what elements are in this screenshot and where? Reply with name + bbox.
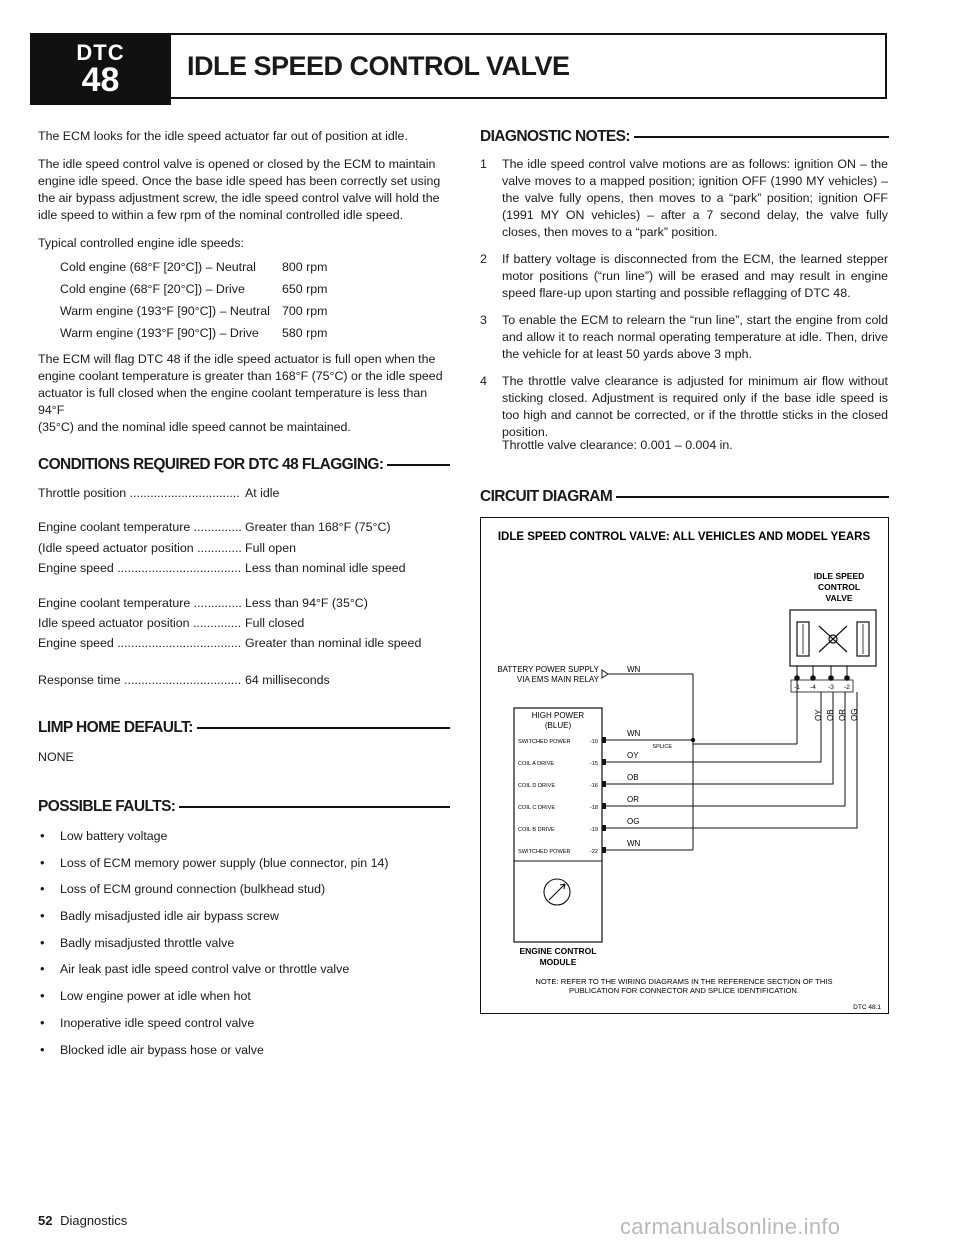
- heading-rule: [616, 496, 889, 498]
- text-line: idle speed to within a few rpm of the nominal controlled idle speed.: [38, 208, 404, 222]
- idle-speed-label: Warm engine (193°F [90°C]) – Drive: [60, 326, 259, 340]
- heading-rule: [634, 136, 889, 138]
- note-text: To enable the ECM to relearn the “run line”, start the engine from cold and allow it to reach normal operating temperature at idle. Then, drive the vehicle for at least 50 yards above 3 mph.: [502, 313, 888, 361]
- condition-value: 64 milliseconds: [245, 673, 330, 687]
- condition-value: Greater than 168°F (75°C): [245, 520, 391, 534]
- circuit-diagram-svg: [481, 518, 888, 1013]
- dtc-badge: [30, 33, 171, 105]
- pin-number: -19: [589, 827, 598, 833]
- throttle-clearance: Throttle valve clearance: 0.001 – 0.004 in.: [502, 438, 733, 452]
- idle-speed-value: 650 rpm: [282, 282, 328, 296]
- limp-home-heading-text: LIMP HOME DEFAULT:: [38, 719, 193, 736]
- faults-list: [38, 829, 450, 1069]
- pin-name: COIL C DRIVE: [518, 805, 556, 811]
- condition-label: Engine speed ....................................: [38, 636, 242, 650]
- circuit-diagram: [480, 517, 889, 1014]
- condition-label: Engine speed ....................................: [38, 561, 242, 575]
- diagnostic-notes-heading-text: DIAGNOSTIC NOTES:: [480, 128, 630, 145]
- ecm-label: ENGINE CONTROL: [519, 946, 597, 956]
- watermark: carmanualsonline.info: [620, 1214, 841, 1239]
- faults-heading-text: POSSIBLE FAULTS:: [38, 798, 176, 815]
- idle-speed-value: 580 rpm: [282, 326, 328, 340]
- text-line: actuator is full closed when the engine coolant temperature is less than 94°F: [38, 386, 428, 417]
- ecm-header: (BLUE): [544, 721, 572, 730]
- footer-section: Diagnostics: [60, 1213, 128, 1228]
- heading-rule: [197, 727, 450, 729]
- conditions-heading-text: CONDITIONS REQUIRED FOR DTC 48 FLAGGING:: [38, 456, 384, 473]
- note-text: The throttle valve clearance is adjusted for minimum air flow without sticking closed. Adjustment is required only if the base idle speed is too high and cannot be corrected, or if the throttle sticks in the closed position.: [502, 374, 888, 439]
- wire-label: WN: [627, 839, 641, 848]
- condition-value: Less than nominal idle speed: [245, 561, 406, 575]
- wire-label: OG: [627, 817, 640, 826]
- valve-pin: -2: [844, 684, 850, 691]
- wire-label: OB: [627, 773, 639, 782]
- valve-wire-label: OR: [838, 709, 847, 721]
- fault-item: • Loss of ECM ground connection (bulkhead stud): [38, 882, 450, 909]
- battery-label: VIA EMS MAIN RELAY: [516, 675, 599, 684]
- diagnostic-notes-heading: [480, 128, 889, 146]
- condition-label: Engine coolant temperature ..............: [38, 596, 242, 610]
- valve-wire-label: OY: [814, 709, 823, 721]
- heading-rule: [387, 464, 450, 466]
- pin-name: SWITCHED POWER: [518, 739, 571, 745]
- valve-label: IDLE SPEED: [813, 571, 865, 581]
- pin-number: -22: [589, 849, 598, 855]
- pin-number: -15: [589, 761, 598, 767]
- condition-label: Throttle position ................................: [38, 486, 240, 500]
- page-footer: [38, 1213, 127, 1228]
- valve-label: VALVE: [825, 593, 853, 603]
- page-number: 52: [38, 1213, 53, 1228]
- valve-symbol: [790, 610, 876, 692]
- faults-heading: [38, 798, 450, 816]
- note-number: 1: [480, 157, 487, 171]
- limp-home-value: NONE: [38, 750, 74, 764]
- battery-wire-label: WN: [627, 665, 641, 674]
- pin-name: SWITCHED POWER: [518, 849, 571, 855]
- wire-label: OY: [627, 751, 639, 760]
- fault-item: • Inoperative idle speed control valve: [38, 1016, 450, 1043]
- fault-item: • Low battery voltage: [38, 829, 450, 856]
- valve-wire-label: OG: [850, 708, 859, 721]
- condition-value: Full open: [245, 541, 296, 555]
- condition-label: Idle speed actuator position ..............: [38, 616, 242, 630]
- fault-item: • Badly misadjusted throttle valve: [38, 936, 450, 963]
- idle-speed-label: Cold engine (68°F [20°C]) – Neutral: [60, 260, 256, 274]
- badge-label: DTC: [76, 40, 125, 65]
- intro-paragraph-1: The ECM looks for the idle speed actuator far out of position at idle.: [38, 129, 408, 143]
- circuit-diagram-heading-text: CIRCUIT DIAGRAM: [480, 488, 613, 505]
- note-item: [480, 251, 888, 302]
- badge-number: 48: [81, 61, 120, 99]
- battery-label: BATTERY POWER SUPPLY: [497, 665, 599, 674]
- note-text: The idle speed control valve motions are as follows: ignition ON – the valve moves to a mapped position; ignition OFF (1990 MY vehicles) – the valve fully opens, then moves to a “park” position; ignition OFF (1991 MY ON vehicles) – after a 7 second delay, the valve fully closes, then moves to a “park” position.: [502, 157, 888, 239]
- heading-rule: [179, 806, 450, 808]
- fault-item: • Low engine power at idle when hot: [38, 989, 450, 1016]
- conditions-heading: [38, 456, 450, 474]
- fault-item: • Loss of ECM memory power supply (blue connector, pin 14): [38, 856, 450, 883]
- pin-name: COIL B DRIVE: [518, 827, 555, 833]
- limp-home-heading: [38, 719, 450, 737]
- condition-value: Less than 94°F (35°C): [245, 596, 368, 610]
- page-title: IDLE SPEED CONTROL VALVE: [187, 50, 570, 81]
- fault-item: • Badly misadjusted idle air bypass screw: [38, 909, 450, 936]
- condition-value: Greater than nominal idle speed: [245, 636, 422, 650]
- pin-number: -16: [589, 783, 598, 789]
- pin-number: -18: [589, 805, 598, 811]
- idle-speed-label: Cold engine (68°F [20°C]) – Drive: [60, 282, 245, 296]
- circuit-diagram-heading: [480, 488, 889, 506]
- condition-label: (Idle speed actuator position .............: [38, 541, 242, 555]
- intro-paragraph-3: [38, 351, 450, 436]
- wire-label: WN: [627, 729, 641, 738]
- typical-speeds-label: Typical controlled engine idle speeds:: [38, 236, 244, 250]
- intro-paragraph-2: [38, 156, 450, 224]
- valve-label: CONTROL: [817, 582, 861, 592]
- fault-item: • Blocked idle air bypass hose or valve: [38, 1043, 450, 1070]
- wiring: [606, 674, 857, 850]
- note-number: 2: [480, 252, 487, 266]
- condition-label: Engine coolant temperature ..............: [38, 520, 242, 534]
- idle-speed-value: 800 rpm: [282, 260, 328, 274]
- diagram-note: NOTE: REFER TO THE WIRING DIAGRAMS IN THE REFERENCE SECTION OF THIS: [535, 977, 833, 986]
- text-line: engine idle speed. Once the base idle speed has been correctly set using: [38, 174, 441, 188]
- pin-name: COIL A DRIVE: [518, 761, 555, 767]
- splice-dot: [691, 738, 695, 742]
- text-line: The ECM will flag DTC 48 if the idle speed actuator is full open when the: [38, 352, 436, 366]
- condition-value: At idle: [245, 486, 280, 500]
- battery-arrow: [602, 670, 608, 678]
- note-text: If battery voltage is disconnected from the ECM, the learned stepper motor positions (“run line”) will be erased and may result in engine speed flare-up upon starting and possible reflagging of DTC 48.: [502, 252, 888, 300]
- ecm-pin-rows: [518, 739, 598, 855]
- diagnostic-notes-list: [480, 156, 888, 451]
- note-item: [480, 312, 888, 363]
- diagram-note: PUBLICATION FOR CONNECTOR AND SPLICE IDENTIFICATION.: [569, 986, 799, 995]
- idle-speed-value: 700 rpm: [282, 304, 328, 318]
- ecm-header: HIGH POWER: [531, 711, 585, 720]
- valve-pin: -3: [828, 684, 834, 691]
- note-item: [480, 156, 888, 241]
- diagram-ref: DTC 48.1: [853, 1004, 881, 1011]
- wire-label: OR: [627, 795, 639, 804]
- text-line: the air bypass adjustment screw, the idle speed control valve will hold the: [38, 191, 440, 205]
- note-number: 3: [480, 313, 487, 327]
- valve-pin: -4: [810, 684, 816, 691]
- condition-value: Full closed: [245, 616, 305, 630]
- text-line: engine coolant temperature is greater than 168°F (75°C) or the idle speed: [38, 369, 443, 383]
- diagram-title: IDLE SPEED CONTROL VALVE: ALL VEHICLES AND MODEL YEARS: [497, 531, 871, 543]
- ecm-label: MODULE: [539, 957, 577, 967]
- note-number: 4: [480, 374, 487, 388]
- valve-wire-label: OB: [826, 709, 835, 721]
- pin-name: COIL D DRIVE: [518, 783, 556, 789]
- idle-speed-label: Warm engine (193°F [90°C]) – Neutral: [60, 304, 270, 318]
- page-title-box: [167, 33, 887, 99]
- note-item: [480, 373, 888, 441]
- text-line: The idle speed control valve is opened or closed by the ECM to maintain: [38, 157, 436, 171]
- condition-label: Response time ..................................: [38, 673, 242, 687]
- fault-item: • Air leak past idle speed control valve or throttle valve: [38, 962, 450, 989]
- valve-pin: -1: [794, 684, 800, 691]
- ecm-symbol: [544, 879, 570, 905]
- text-line: (35°C) and the nominal idle speed cannot be maintained.: [38, 420, 351, 434]
- pin-number: -10: [589, 739, 598, 745]
- splice-label: SPLICE: [652, 744, 672, 750]
- wire-labels: [627, 729, 641, 848]
